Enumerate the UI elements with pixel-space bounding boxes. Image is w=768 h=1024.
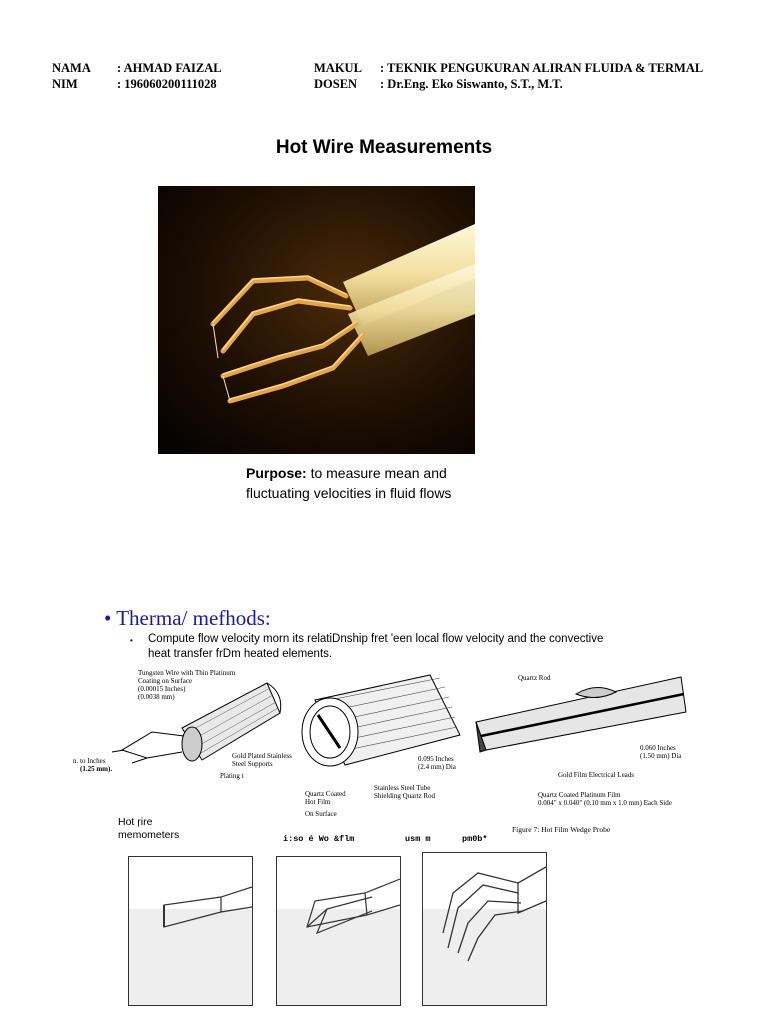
label-shielding: Shielding Quartz Rod	[374, 792, 436, 800]
caption-mid-c: pm0b*	[462, 834, 488, 844]
label-stainless-tube: Stainless Steel Tube	[374, 784, 431, 792]
probe-panel-triple-wire	[422, 852, 547, 1006]
label-coating: Coating on Surface	[138, 677, 193, 685]
label-gold-plated: Gold Plated Stainless	[232, 752, 292, 760]
purpose-text	[246, 463, 546, 503]
thermal-methods-heading: • Therma/ mefhods:	[104, 606, 271, 630]
caption-mid-a: i:so é Wo &flm	[283, 834, 355, 844]
nim-value: : 196060200111028	[117, 77, 217, 91]
thermal-line-1: Compute flow velocity morn its relatiDnship fret 'een local flow velocity and the convective	[148, 633, 604, 645]
label-dia-mm: (2.4 mm) Dia	[418, 763, 456, 771]
nim-label: NIM	[52, 77, 78, 91]
probe-panel-single-wire	[128, 856, 253, 1006]
label-hot-film: Hot Film	[305, 798, 331, 806]
label-inches-left: n. to Inches	[73, 757, 106, 765]
makul-value: : TEKNIK PENGUKURAN ALIRAN FLUIDA & TERMAL	[380, 61, 704, 75]
label-quartz-rod: Quartz Rod	[518, 674, 551, 682]
probe-panel-cross-wire	[276, 856, 401, 1006]
caption-mid-b: usm m	[405, 834, 431, 844]
caption-hot-wire-line1: Hot ŗire	[118, 816, 153, 828]
label-steel-supports: Steel Supports	[232, 760, 273, 768]
label-plating: Plating t	[220, 772, 244, 780]
label-gold-film: Gold Film Electrical Leads	[558, 771, 635, 779]
label-wedge-in: 0.060 Inches	[640, 744, 676, 752]
purpose-line-1: to measure mean and	[306, 465, 447, 481]
thermal-line-2: heat transfer frDm heated elements.	[148, 648, 333, 660]
label-quartz-coated: Quartz Coated	[305, 790, 346, 798]
label-tungsten: Tungsten Wire with Thin Platinum	[138, 669, 236, 677]
page-title: Hot Wire Measurements	[275, 137, 493, 158]
label-qc-platinum: Quartz Coated Platinum Film	[538, 791, 621, 799]
label-dim2: (0.0038 mm)	[138, 693, 175, 701]
dosen-value: : Dr.Eng. Eko Siswanto, S.T., M.T.	[380, 77, 563, 91]
label-dia-in: 0.095 Inches	[418, 755, 454, 763]
label-wedge-mm: (1.50 mm) Dia	[640, 752, 682, 760]
label-on-surface: On Surface	[305, 810, 337, 818]
nama-label: NAMA	[52, 61, 91, 75]
hot-wire-probe-photo	[158, 186, 475, 454]
dosen-label: DOSEN	[314, 77, 358, 91]
purpose-label: Purpose:	[246, 465, 307, 481]
purpose-line-2: fluctuating velocities in fluid flows	[246, 485, 452, 501]
sub-bullet-mark: •	[130, 636, 133, 645]
label-dim1: (0.00015 Inches)	[138, 685, 186, 693]
caption-hot-wire	[118, 816, 179, 842]
label-qc-dims: 0.004" x 0.040" (0.10 mm x 1.0 mm) Each Side	[538, 799, 672, 807]
thermal-methods-text	[148, 632, 668, 662]
label-mm-left: (1.25 mm).	[80, 765, 113, 773]
nama-value: : AHMAD FAIZAL	[117, 61, 222, 75]
caption-hot-wire-line2: memometers	[118, 829, 180, 841]
makul-label: MAKUL	[314, 61, 362, 75]
figure-7-caption: Figure 7: Hot Film Wedge Probe	[512, 825, 611, 834]
